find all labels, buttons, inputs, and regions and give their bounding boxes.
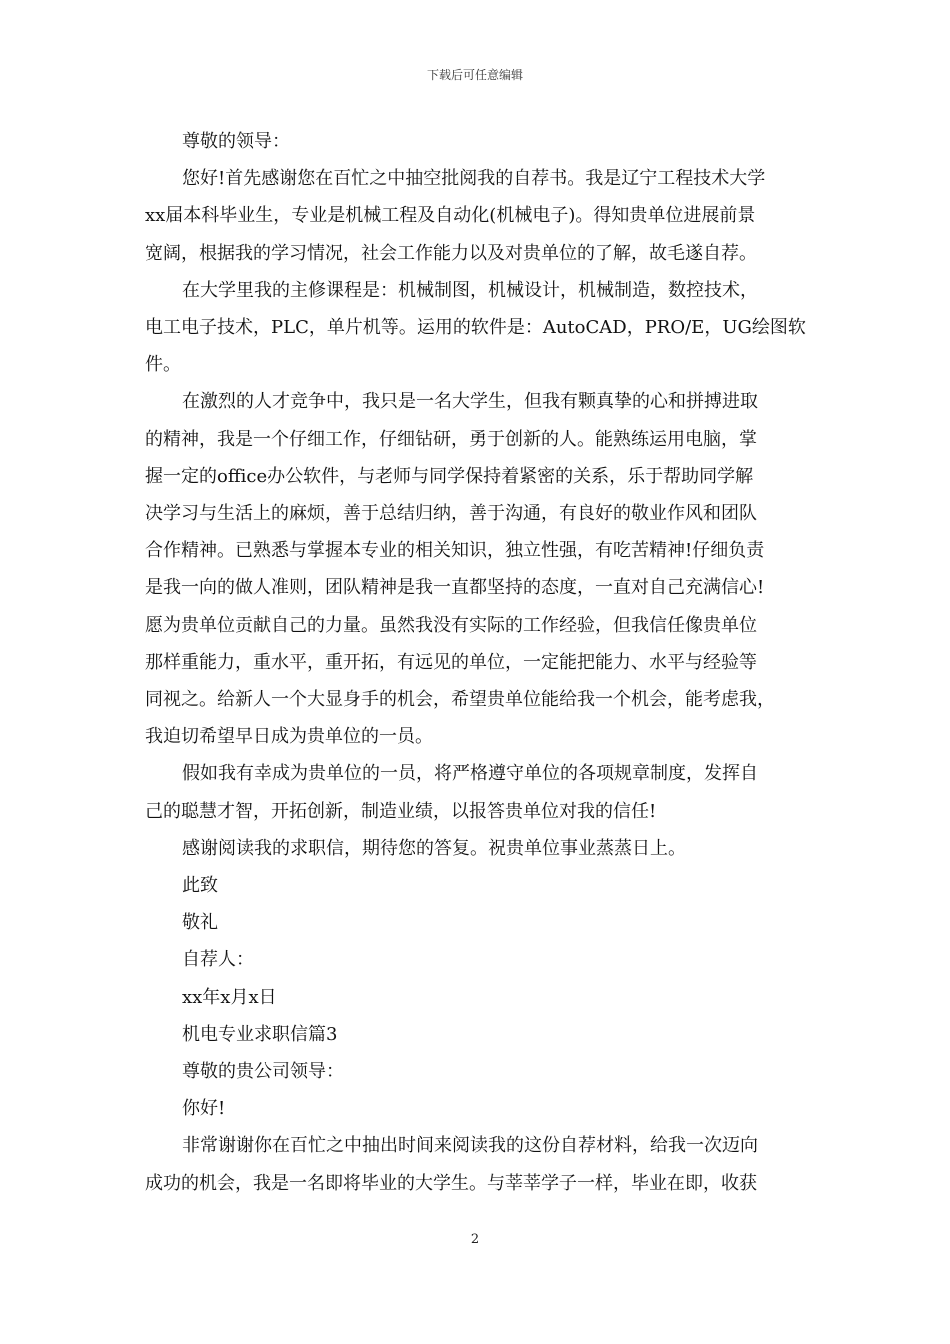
text-line: 尊敬的领导：: [182, 131, 290, 152]
text-line: 你好!: [182, 1098, 226, 1120]
text-line: 在大学里我的主修课程是：机械制图，机械设计，机械制造，数控技术，: [182, 279, 758, 301]
text-line: 己的聪慧才智，开拓创新，制造业绩，以报答贵单位对我的信任!: [145, 800, 657, 822]
text-line: 件。: [145, 354, 181, 376]
text-line: 宽阔，根据我的学习情况，社会工作能力以及对贵单位的了解，故毛遂自荐。: [145, 242, 757, 264]
text-line: 是我一向的做人准则，团队精神是我一直都坚持的态度，一直对自己充满信心!: [145, 577, 765, 599]
text-line: 成功的机会，我是一名即将毕业的大学生。与莘莘学子一样，毕业在即，收获: [145, 1172, 757, 1194]
text-line: 愿为贵单位贡献自己的力量。虽然我没有实际的工作经验，但我信任像贵单位: [145, 614, 757, 636]
page-number: 2: [470, 1232, 480, 1247]
text-line: 假如我有幸成为贵单位的一员，将严格遵守单位的各项规章制度，发挥自: [182, 763, 758, 785]
text-line: 电工电子技术，PLC，单片机等。运用的软件是：AutoCAD，PRO/E，UG绘图软: [145, 317, 806, 339]
text-line: 自荐人：: [182, 949, 254, 971]
text-line: 在激烈的人才竞争中，我只是一名大学生，但我有颗真挚的心和拼搏进取: [182, 391, 758, 413]
text-line: 合作精神。已熟悉与掌握本专业的相关知识，独立性强，有吃苦精神!仔细负责: [145, 540, 765, 562]
text-line: 的精神，我是一个仔细工作，仔细钻研，勇于创新的人。能熟练运用电脑，掌: [145, 428, 757, 450]
text-line: 同视之。给新人一个大显身手的机会，希望贵单位能给我一个机会，能考虑我，: [145, 689, 775, 711]
text-line: 感谢阅读我的求职信，期待您的答复。祝贵单位事业蒸蒸日上。: [182, 837, 686, 859]
text-line: 此致: [182, 875, 218, 897]
page-header: 下载后可任意编辑: [426, 68, 523, 82]
text-line: 尊敬的贵公司领导：: [182, 1061, 344, 1083]
document-body: [145, 123, 817, 1202]
text-line: 我迫切希望早日成为贵单位的一员。: [145, 726, 433, 748]
text-line: xx年x月x日: [182, 986, 277, 1008]
text-line: 决学习与生活上的麻烦，善于总结归纳，善于沟通，有良好的敬业作风和团队: [145, 503, 757, 525]
text-line: 您好!首先感谢您在百忙之中抽空批阅我的自荐书。我是辽宁工程技术大学: [182, 168, 766, 190]
text-line: 握一定的office办公软件，与老师与同学保持着紧密的关系，乐于帮助同学解: [145, 465, 754, 487]
text-line: 那样重能力，重水平，重开拓，有远见的单位，一定能把能力、水平与经验等: [145, 651, 757, 673]
text-line: 敬礼: [182, 912, 218, 934]
text-line: 机电专业求职信篇3: [182, 1023, 338, 1045]
text-line: xx届本科毕业生，专业是机械工程及自动化(机械电子)。得知贵单位进展前景: [145, 205, 756, 227]
text-line: 非常谢谢你在百忙之中抽出时间来阅读我的这份自荐材料，给我一次迈向: [182, 1135, 758, 1157]
